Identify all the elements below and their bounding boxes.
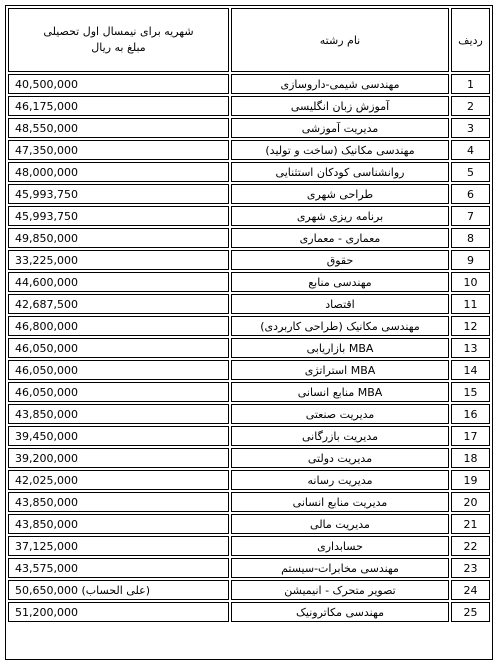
header-index: ردیف xyxy=(451,8,490,72)
row-program-name: مدیریت مالی xyxy=(231,514,449,534)
tuition-table xyxy=(6,6,492,624)
row-program-name: تصویر متحرک - انیمیشن xyxy=(231,580,449,600)
table-row xyxy=(8,514,490,534)
row-index: 16 xyxy=(451,404,490,424)
row-fee: 50,650,000 (علی الحساب) xyxy=(8,580,229,600)
table-row xyxy=(8,536,490,556)
row-program-name: مهندسی منابع xyxy=(231,272,449,292)
header-name: نام رشته xyxy=(231,8,449,72)
row-program-name: MBA استراتژی xyxy=(231,360,449,380)
row-index: 4 xyxy=(451,140,490,160)
row-fee: 45,993,750 xyxy=(8,184,229,204)
header-fee xyxy=(8,8,229,72)
table-row xyxy=(8,184,490,204)
row-fee: 46,175,000 xyxy=(8,96,229,116)
table-row xyxy=(8,360,490,380)
row-index: 22 xyxy=(451,536,490,556)
row-fee: 39,200,000 xyxy=(8,448,229,468)
row-program-name: مهندسی مکانیک (ساخت و تولید) xyxy=(231,140,449,160)
row-fee: 49,850,000 xyxy=(8,228,229,248)
row-fee: 45,993,750 xyxy=(8,206,229,226)
row-program-name: مدیریت آموزشی xyxy=(231,118,449,138)
row-program-name: مدیریت دولتی xyxy=(231,448,449,468)
row-program-name: مدیریت بازرگانی xyxy=(231,426,449,446)
table-header-row xyxy=(8,8,490,72)
row-fee: 46,800,000 xyxy=(8,316,229,336)
table-row xyxy=(8,602,490,622)
row-index: 21 xyxy=(451,514,490,534)
row-index: 10 xyxy=(451,272,490,292)
row-index: 25 xyxy=(451,602,490,622)
row-index: 15 xyxy=(451,382,490,402)
row-fee: 46,050,000 xyxy=(8,382,229,402)
row-fee: 40,500,000 xyxy=(8,74,229,94)
table-row xyxy=(8,162,490,182)
row-program-name: آموزش زبان انگلیسی xyxy=(231,96,449,116)
table-row xyxy=(8,96,490,116)
table-row xyxy=(8,404,490,424)
table-row xyxy=(8,492,490,512)
table-row xyxy=(8,272,490,292)
row-program-name: MBA منابع انسانی xyxy=(231,382,449,402)
row-fee: 42,025,000 xyxy=(8,470,229,490)
row-index: 7 xyxy=(451,206,490,226)
table-row xyxy=(8,316,490,336)
row-program-name: طراحی شهری xyxy=(231,184,449,204)
row-index: 8 xyxy=(451,228,490,248)
table-row xyxy=(8,382,490,402)
table-row xyxy=(8,206,490,226)
table-row xyxy=(8,74,490,94)
row-fee: 47,350,000 xyxy=(8,140,229,160)
row-index: 17 xyxy=(451,426,490,446)
row-fee: 48,550,000 xyxy=(8,118,229,138)
row-index: 18 xyxy=(451,448,490,468)
table-row xyxy=(8,250,490,270)
row-fee: 33,225,000 xyxy=(8,250,229,270)
row-program-name: معماری - معماری xyxy=(231,228,449,248)
row-index: 3 xyxy=(451,118,490,138)
row-index: 14 xyxy=(451,360,490,380)
row-fee: 46,050,000 xyxy=(8,360,229,380)
row-index: 1 xyxy=(451,74,490,94)
row-index: 5 xyxy=(451,162,490,182)
row-index: 9 xyxy=(451,250,490,270)
row-fee: 46,050,000 xyxy=(8,338,229,358)
row-program-name: مدیریت صنعتی xyxy=(231,404,449,424)
row-program-name: برنامه ریزی شهری xyxy=(231,206,449,226)
table-row xyxy=(8,294,490,314)
table-row xyxy=(8,580,490,600)
table-row xyxy=(8,470,490,490)
row-fee: 37,125,000 xyxy=(8,536,229,556)
row-fee: 39,450,000 xyxy=(8,426,229,446)
row-program-name: MBA بازاریابی xyxy=(231,338,449,358)
row-program-name: اقتصاد xyxy=(231,294,449,314)
row-program-name: مدیریت رسانه xyxy=(231,470,449,490)
row-fee: 42,687,500 xyxy=(8,294,229,314)
row-fee: 51,200,000 xyxy=(8,602,229,622)
table-row xyxy=(8,118,490,138)
row-fee: 48,000,000 xyxy=(8,162,229,182)
tuition-table-frame xyxy=(5,5,493,660)
row-index: 20 xyxy=(451,492,490,512)
row-fee: 43,850,000 xyxy=(8,404,229,424)
row-index: 6 xyxy=(451,184,490,204)
row-index: 23 xyxy=(451,558,490,578)
row-program-name: مهندسی مخابرات-سیستم xyxy=(231,558,449,578)
row-fee: 43,850,000 xyxy=(8,514,229,534)
table-body xyxy=(8,74,490,622)
row-program-name: مهندسی مکاترونیک xyxy=(231,602,449,622)
row-program-name: حقوق xyxy=(231,250,449,270)
row-index: 12 xyxy=(451,316,490,336)
table-row xyxy=(8,558,490,578)
table-row xyxy=(8,426,490,446)
header-fee-line2: مبلغ به ریال xyxy=(91,41,146,54)
row-program-name: مهندسی شیمی-داروسازی xyxy=(231,74,449,94)
row-program-name: حسابداری xyxy=(231,536,449,556)
header-fee-line1: شهریه برای نیمسال اول تحصیلی xyxy=(43,25,194,38)
row-index: 13 xyxy=(451,338,490,358)
table-row xyxy=(8,338,490,358)
table-row xyxy=(8,140,490,160)
row-index: 11 xyxy=(451,294,490,314)
row-program-name: مهندسی مکانیک (طراحی کاربردی) xyxy=(231,316,449,336)
row-index: 2 xyxy=(451,96,490,116)
table-row xyxy=(8,228,490,248)
row-index: 24 xyxy=(451,580,490,600)
table-row xyxy=(8,448,490,468)
row-program-name: مدیریت منابع انسانی xyxy=(231,492,449,512)
row-fee: 43,575,000 xyxy=(8,558,229,578)
row-program-name: روانشناسی کودکان استثنایی xyxy=(231,162,449,182)
row-fee: 44,600,000 xyxy=(8,272,229,292)
row-fee: 43,850,000 xyxy=(8,492,229,512)
row-index: 19 xyxy=(451,470,490,490)
